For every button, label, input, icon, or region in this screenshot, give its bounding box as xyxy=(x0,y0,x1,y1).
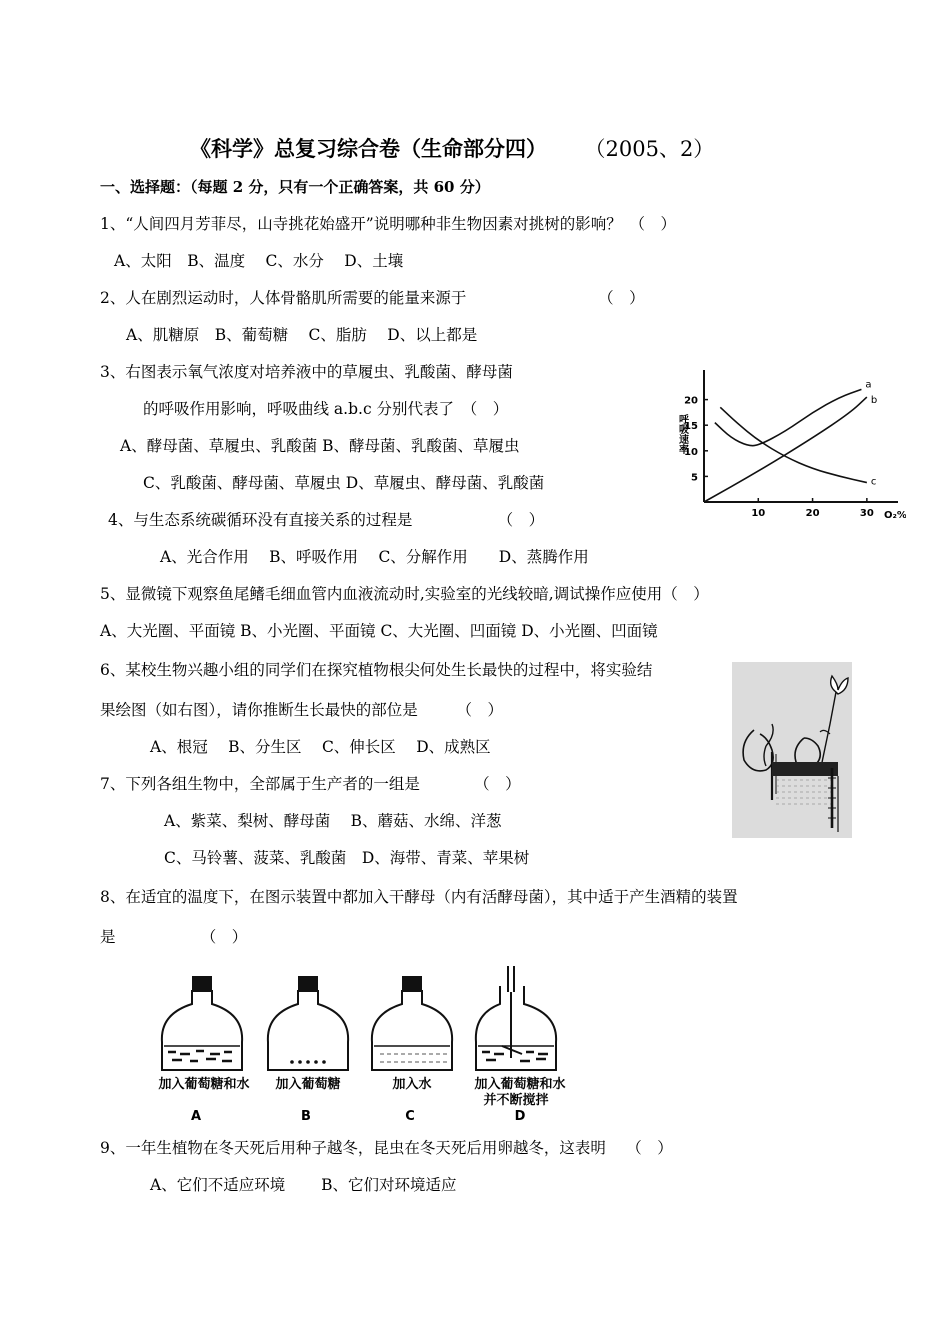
page-title xyxy=(190,136,714,162)
q9-options: A、它们不适应环境 B、它们对环境适应 xyxy=(150,1176,457,1194)
series-c-line xyxy=(720,407,867,482)
flask-b-caption: 加入葡萄糖 xyxy=(275,1077,341,1092)
q6-options: A、根冠 B、分生区 C、伸长区 D、成熟区 xyxy=(150,738,491,756)
y-tick-label: 10 xyxy=(684,446,698,458)
x-tick-label: 20 xyxy=(805,508,820,519)
q3-stem-line1: 3、右图表示氧气浓度对培养液中的草履虫、乳酸菌、酵母菌 xyxy=(100,363,513,381)
title-text: 《科学》总复习综合卷（生命部分四） xyxy=(190,136,547,161)
section-heading: 一、选择题：（每题 2 分，只有一个正确答案，共 60 分） xyxy=(100,178,490,196)
q7-options-line2: C、马铃薯、菠菜、乳酸菌 D、海带、青菜、苹果树 xyxy=(164,849,530,867)
flask-b-letter: B xyxy=(301,1109,311,1124)
q8-stem-line2: 是 （ ） xyxy=(100,928,248,946)
q6-stem-line1: 6、某校生物兴趣小组的同学们在探究植物根尖何处生长最快的过程中，将实验结 xyxy=(100,661,653,679)
q1-options: A、太阳 B、温度 C、水分 D、土壤 xyxy=(114,252,404,270)
q4-stem: 4、与生态系统碳循环没有直接关系的过程是 （ ） xyxy=(108,511,545,529)
flask-c-caption: 加入水 xyxy=(392,1077,432,1092)
flask-a-letter: A xyxy=(190,1109,202,1124)
series-b-line xyxy=(704,397,867,502)
q6-stem-line2: 果绘图（如右图），请你推断生长最快的部位是 （ ） xyxy=(100,701,504,719)
q5-stem: 5、显微镜下观察鱼尾鳍毛细血管内血液流动时,实验室的光线较暗,调试操作应使用（ ） xyxy=(100,585,709,603)
y-tick-label: 5 xyxy=(691,472,698,484)
q4-options: A、光合作用 B、呼吸作用 C、分解作用 D、蒸腾作用 xyxy=(160,548,589,566)
series-c-label: c xyxy=(870,476,877,488)
series-a-line xyxy=(715,389,862,445)
flask-d-caption: 加入葡萄糖和水 xyxy=(474,1077,566,1092)
x-tick-label: 30 xyxy=(859,508,874,519)
title-date: （2005、2） xyxy=(595,137,715,161)
series-a-label: a xyxy=(865,379,872,391)
flask-d-caption-2: 并不断搅拌 xyxy=(483,1093,549,1108)
flask-a xyxy=(162,976,242,1070)
flask-apparatus-figure xyxy=(140,962,590,1130)
respiration-chart-svg xyxy=(676,370,906,530)
flask-d xyxy=(476,966,556,1070)
q3-options-line1: A、酵母菌、草履虫、乳酸菌 B、酵母菌、乳酸菌、草履虫 xyxy=(120,437,520,455)
flask-c-letter: C xyxy=(405,1109,415,1124)
q2-options: A、肌糖原 B、葡萄糖 C、脂肪 D、以上都是 xyxy=(126,326,478,344)
y-tick-label: 20 xyxy=(684,395,698,407)
q3-options-line2: C、乳酸菌、酵母菌、草履虫 D、草履虫、酵母菌、乳酸菌 xyxy=(143,474,545,492)
root-tip-illustration xyxy=(732,662,852,838)
q5-options: A、大光圈、平面镜 B、小光圈、平面镜 C、大光圈、凹面镜 D、小光圈、凹面镜 xyxy=(100,622,658,640)
q7-stem: 7、下列各组生物中，全部属于生产者的一组是 （ ） xyxy=(100,775,521,793)
q7-options-line1: A、紫菜、梨树、酵母菌 B、蘑菇、水绵、洋葱 xyxy=(164,812,502,830)
flask-a-caption: 加入葡萄糖和水 xyxy=(158,1077,250,1092)
q2-stem: 2、人在剧烈运动时，人体骨骼肌所需要的能量来源于 （ ） xyxy=(100,289,645,307)
x-axis-label: O₂% xyxy=(884,510,906,521)
respiration-chart xyxy=(676,370,906,530)
series-b-label: b xyxy=(870,395,878,407)
q3-stem-line2: 的呼吸作用影响，呼吸曲线 a.b.c 分别代表了 （ ） xyxy=(143,400,509,418)
flask-c xyxy=(372,976,452,1070)
q8-stem-line1: 8、在适宜的温度下，在图示装置中都加入干酵母（内有活酵母菌），其中适于产生酒精的装置 xyxy=(100,888,738,906)
flask-b xyxy=(268,976,348,1070)
q1-stem: 1、“人间四月芳菲尽，山寺挑花始盛开”说明哪种非生物因素对挑树的影响？ （ ） xyxy=(100,215,676,233)
y-tick-label: 15 xyxy=(684,421,698,433)
y-axis-label: 呼吸速率 xyxy=(676,414,688,454)
flask-d-letter: D xyxy=(514,1109,526,1124)
flask-apparatus-svg xyxy=(140,962,590,1130)
q9-stem: 9、一年生植物在冬天死后用种子越冬，昆虫在冬天死后用卵越冬，这表明 （ ） xyxy=(100,1139,673,1157)
root-tip-figure xyxy=(732,662,852,838)
x-tick-label: 10 xyxy=(751,508,766,519)
